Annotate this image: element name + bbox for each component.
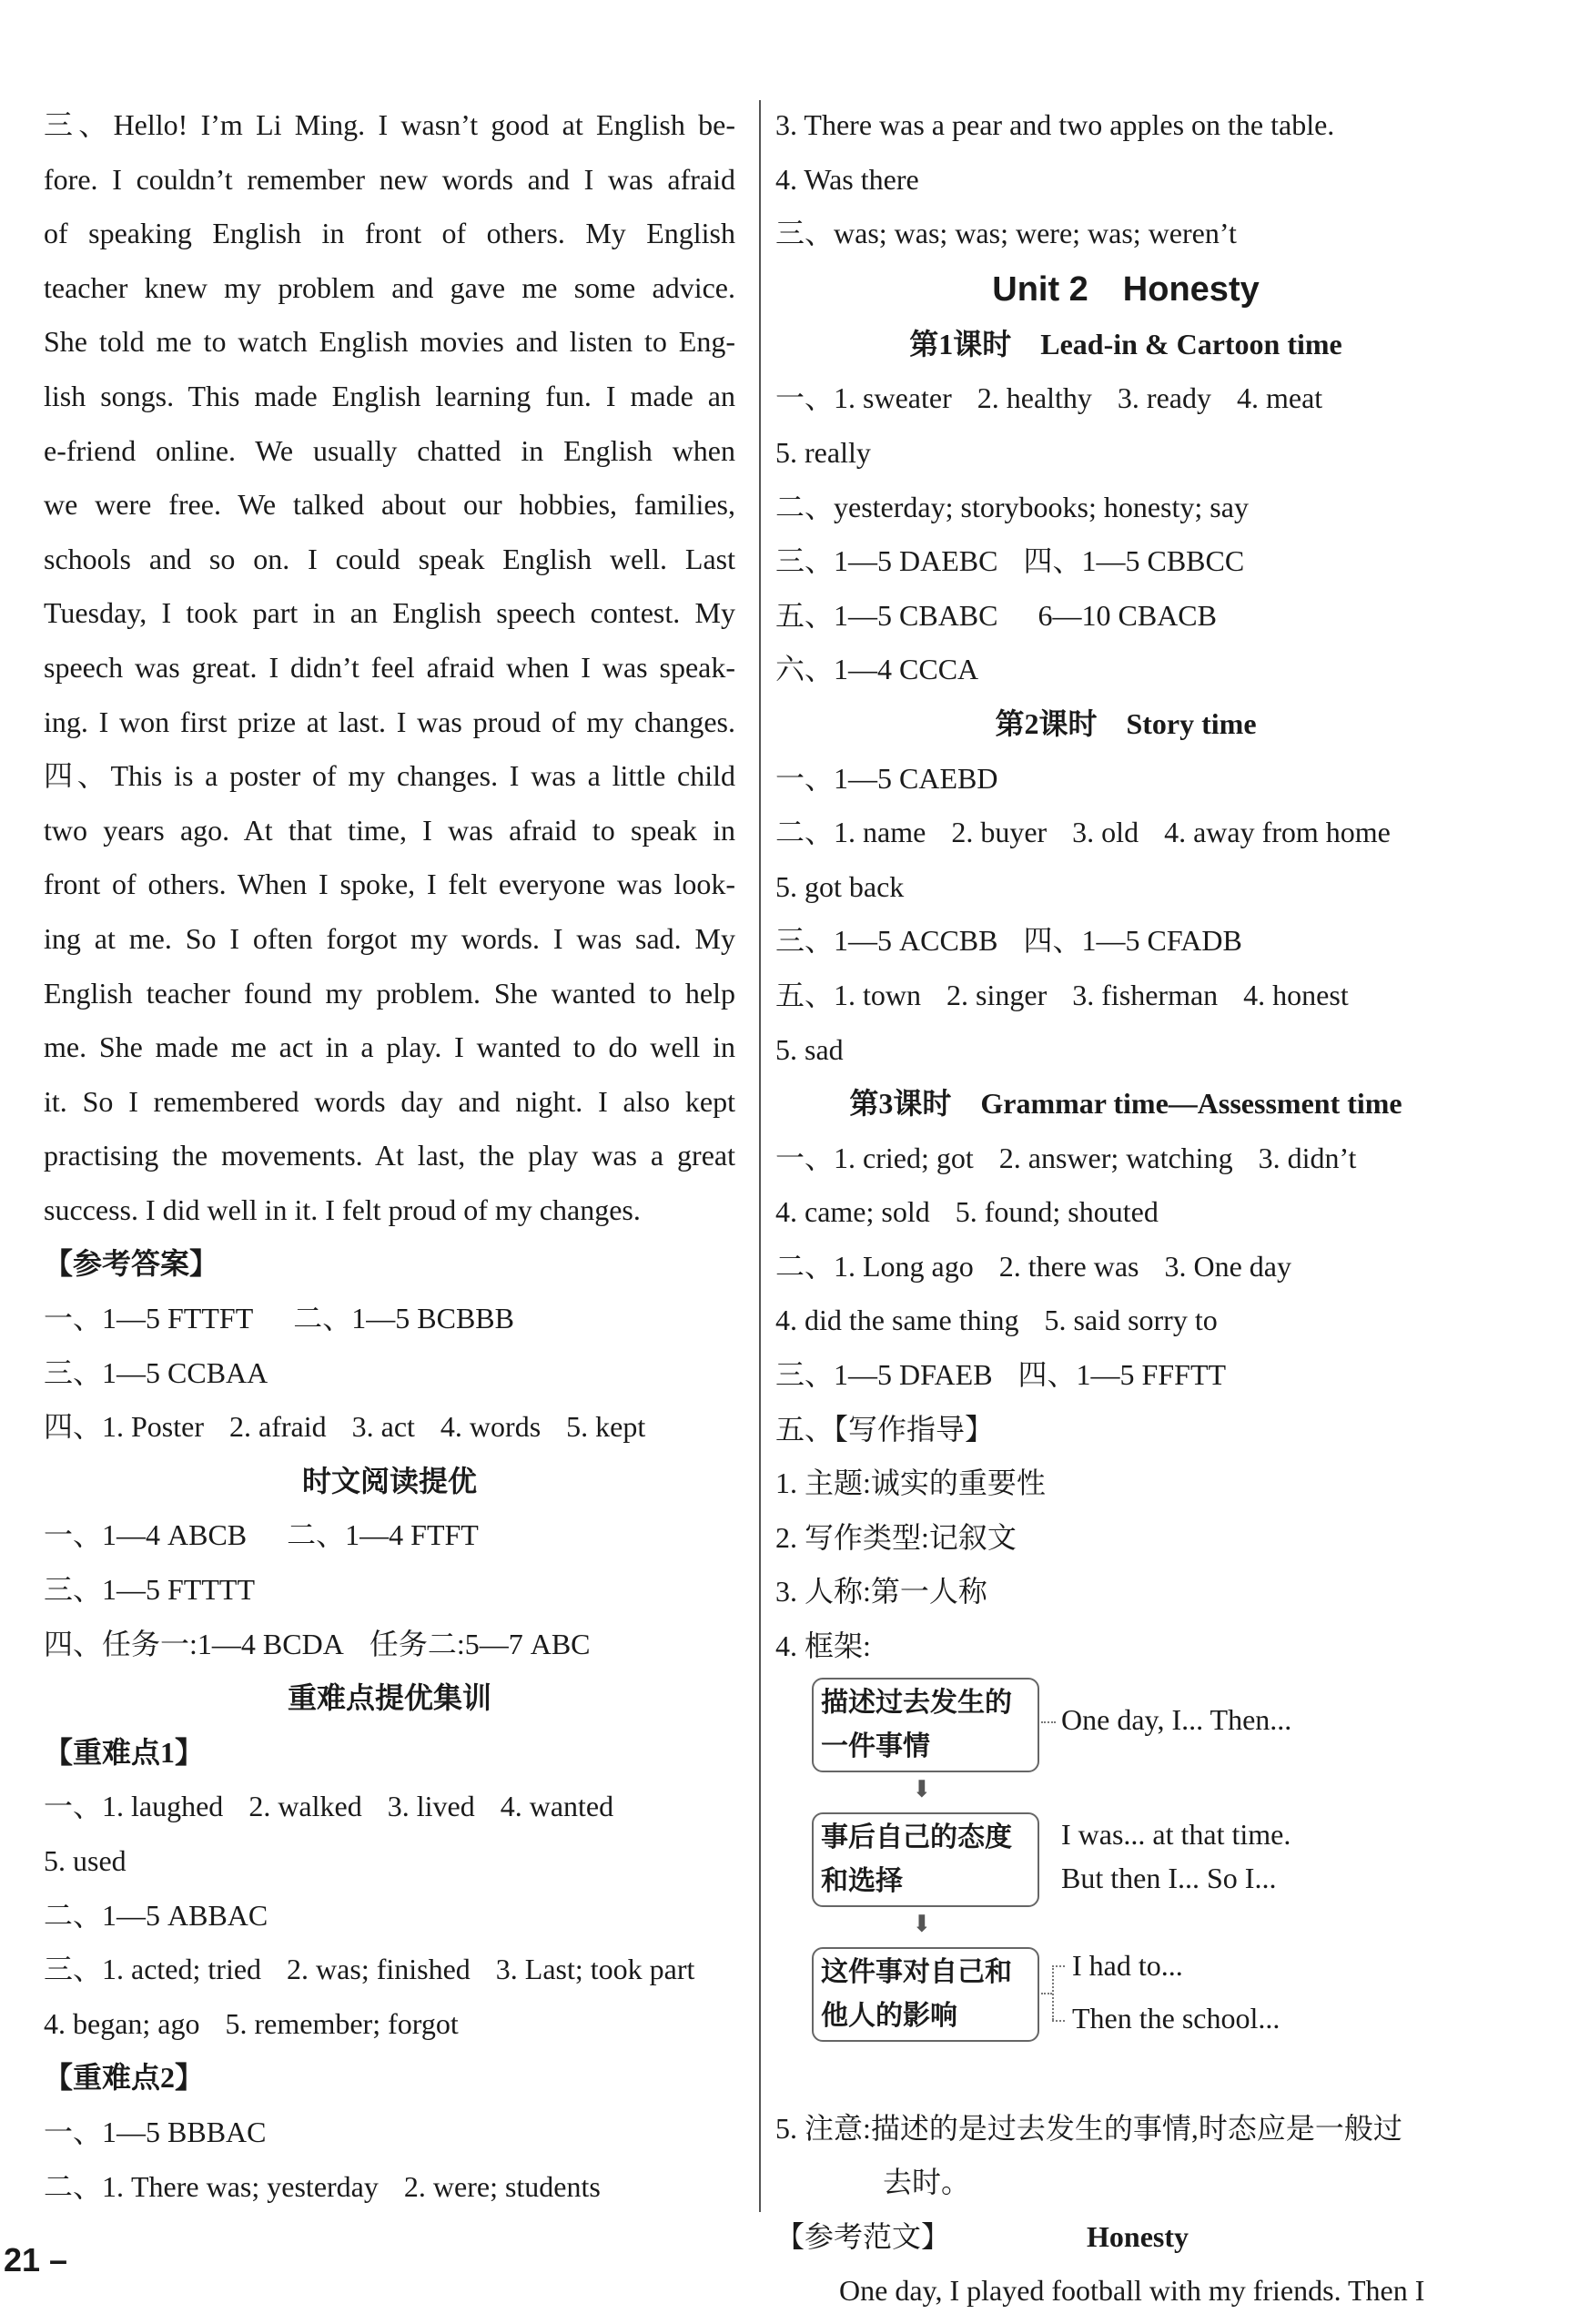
answer: 2. walked xyxy=(248,1790,362,1823)
text-line: teacher knew my problem and gave me some advice. xyxy=(44,270,735,304)
answer: 四、任务一:1—4 BCDA xyxy=(44,1627,344,1660)
answer-line xyxy=(775,1132,1476,1186)
answer: 4. began; ago xyxy=(44,2006,200,2040)
answer-line xyxy=(44,1292,735,1346)
left-column xyxy=(44,98,735,2214)
answer: 3. act xyxy=(351,1410,415,1444)
flow-text: But then I... So I... xyxy=(1061,1861,1277,1894)
answer-line xyxy=(775,371,1476,426)
answer: 2. were; students xyxy=(403,2169,601,2203)
text-line: lish songs. This made English learning fun. I made an xyxy=(44,379,735,412)
lesson-1-heading: 第1课时 Lead-in & Cartoon time xyxy=(909,327,1342,360)
answer-line xyxy=(775,1294,1476,1348)
answer-line: 六、1—4 CCCA xyxy=(775,653,979,686)
answer-line xyxy=(44,1618,735,1672)
answer: 四、1—5 CBBCC xyxy=(1023,544,1245,578)
answer-line xyxy=(775,1240,1476,1294)
column-divider xyxy=(759,100,761,2212)
answer: 三、1. acted; tried xyxy=(44,1953,262,1986)
flow-text: I had to... xyxy=(1072,1948,1183,1982)
answer: 4. meat xyxy=(1236,381,1323,415)
flow-text: Then the school... xyxy=(1072,2001,1281,2035)
answer: 四、1—5 FFFTT xyxy=(1017,1358,1227,1392)
answer: 二、1. There was; yesterday xyxy=(44,2169,379,2203)
passage-three xyxy=(44,98,735,749)
writing-guide-heading: 五、【写作指导】 xyxy=(775,1412,995,1446)
section-heading-reading: 时文阅读提优 xyxy=(301,1464,477,1497)
answer-line xyxy=(44,1400,735,1455)
text-line: ing. I won first prize at last. I was proud of my changes. xyxy=(44,705,735,738)
arrow-down-icon: ⬇ xyxy=(912,1910,932,1937)
answer: 4. wanted xyxy=(500,1790,614,1823)
text-line: practising the movements. At last, the play was a great xyxy=(44,1139,735,1172)
answer-line xyxy=(775,914,1476,969)
flow-box-line: 描述过去发生的 xyxy=(821,1686,1012,1719)
answer: 五、1. town xyxy=(775,978,922,1011)
answer: 4. came; sold xyxy=(775,1195,930,1229)
answer: 3. fisherman xyxy=(1072,978,1219,1011)
answer: 二、1—5 BCBBB xyxy=(293,1302,514,1335)
flow-connector xyxy=(1041,1993,1052,1994)
answer: 3. One day xyxy=(1164,1249,1291,1283)
text-line: speech was great. I didn’t feel afraid when I was speak- xyxy=(44,650,735,684)
text-line: success. I did well in it. I felt proud of my changes. xyxy=(44,1192,641,1226)
sample-essay-text: One day, I played football with my friends. Then I xyxy=(839,2274,1425,2308)
answer: 3. lived xyxy=(387,1790,475,1823)
answer-line xyxy=(775,589,1476,644)
answer-line: 5. got back xyxy=(775,869,905,903)
answer: 2. singer xyxy=(946,978,1048,1011)
writing-guide-item: 5. 注意:描述的是过去发生的事情,时态应是一般过 xyxy=(775,2111,1402,2145)
flow-box-line: 这件事对自己和 xyxy=(821,1955,1012,1988)
answer: 一、1. cried; got xyxy=(775,1141,974,1174)
answer: 五、1—5 CBABC xyxy=(775,598,998,632)
key-point-1-heading: 【重难点1】 xyxy=(44,1735,205,1769)
text-line: of speaking English in front of others. My English xyxy=(44,217,735,250)
flow-box-line: 一件事情 xyxy=(821,1730,930,1762)
answer-line: 5. used xyxy=(44,1844,127,1877)
answer: 三、1—5 DFAEB xyxy=(775,1358,993,1392)
answer: 3. didn’t xyxy=(1258,1141,1357,1174)
text-line: ing at me. So I often forgot my words. I was sad. My xyxy=(44,921,735,955)
answer-line xyxy=(44,1508,735,1563)
answer: 一、1. sweater xyxy=(775,381,952,415)
answer: 四、1. Poster xyxy=(44,1410,205,1444)
answer: 二、1. name xyxy=(775,816,926,849)
flow-box-attitude xyxy=(812,1812,1039,1907)
text-line: English teacher found my problem. She wanted to help xyxy=(44,976,735,1010)
flow-connector xyxy=(1052,1965,1065,1967)
answer: 3. old xyxy=(1072,816,1139,849)
answer-line xyxy=(44,1943,735,1997)
unit-title: Unit 2 Honesty xyxy=(992,269,1260,309)
flow-connector xyxy=(1041,1721,1056,1723)
text-line: schools and so on. I could speak English well. Last xyxy=(44,542,735,575)
flow-box-line: 事后自己的态度 xyxy=(821,1821,1012,1853)
answer-line xyxy=(775,534,1476,589)
answer: 一、1—4 ABCB xyxy=(44,1518,248,1552)
answer: 5. kept xyxy=(566,1410,646,1444)
answer: 2. buyer xyxy=(951,816,1048,849)
answer: 四、1—5 CFADB xyxy=(1023,924,1242,958)
answer: 6—10 CBACB xyxy=(1038,598,1217,632)
writing-guide-item: 2. 写作类型:记叙文 xyxy=(775,1520,1017,1554)
answer-line xyxy=(44,1997,735,2052)
answer-line xyxy=(44,2160,735,2215)
answer: 4. away from home xyxy=(1164,816,1391,849)
flow-box-line: 他人的影响 xyxy=(821,1999,957,2032)
answer-line: 5. sad xyxy=(775,1032,844,1066)
text-line: it. So I remembered words day and night. I also kept xyxy=(44,1084,735,1118)
flow-connector xyxy=(1052,1965,1054,2020)
answer-line: 3. There was a pear and two apples on the table. xyxy=(775,108,1335,141)
text-line: e-friend online. We usually chatted in English when xyxy=(44,433,735,467)
answer: 2. answer; watching xyxy=(998,1141,1233,1174)
answer-line: 4. Was there xyxy=(775,162,919,196)
answer: 4. did the same thing xyxy=(775,1304,1019,1337)
answer: 2. healthy xyxy=(977,381,1092,415)
writing-guide-item: 4. 框架: xyxy=(775,1629,871,1663)
right-column xyxy=(775,98,1476,2319)
answer: 2. was; finished xyxy=(287,1953,471,1986)
answer: 二、1. Long ago xyxy=(775,1249,974,1283)
text-line: 三、Hello! I’m Li Ming. I wasn’t good at English be- xyxy=(44,108,735,141)
text-line: fore. I couldn’t remember new words and I was afraid xyxy=(44,162,735,196)
text-line: 四、This is a poster of my changes. I was a little child xyxy=(44,759,735,793)
answer: 一、1—5 FTTFT xyxy=(44,1302,254,1335)
answer-line xyxy=(775,969,1476,1023)
answer-line xyxy=(775,1348,1476,1403)
flow-box-event xyxy=(812,1678,1039,1772)
answer: 4. words xyxy=(440,1410,542,1444)
answer-line: 二、1—5 ABBAC xyxy=(44,1898,268,1932)
answer-line: 一、1—5 BBBAC xyxy=(44,2115,267,2148)
answer: 4. honest xyxy=(1243,978,1349,1011)
flow-connector xyxy=(1052,2020,1065,2022)
answer: 一、1. laughed xyxy=(44,1790,224,1823)
arrow-down-icon: ⬇ xyxy=(912,1775,932,1802)
page-number: 21 – xyxy=(4,2241,68,2278)
lesson-2-heading: 第2课时 Story time xyxy=(995,706,1257,740)
answer-line: 三、was; was; was; were; was; weren’t xyxy=(775,217,1237,250)
answer: 3. Last; took part xyxy=(495,1953,695,1986)
answer-line: 二、yesterday; storybooks; honesty; say xyxy=(775,490,1249,523)
answers-heading: 【参考答案】 xyxy=(44,1247,219,1281)
answer-line: 三、1—5 CCBAA xyxy=(44,1355,268,1389)
writing-guide-item-continued: 去时。 xyxy=(883,2166,971,2199)
text-line: two years ago. At that time, I was afraid to speak in xyxy=(44,813,735,847)
sample-essay-header xyxy=(775,2210,1476,2265)
answer-line: 三、1—5 FTTTT xyxy=(44,1573,255,1607)
answer: 任务二:5—7 ABC xyxy=(369,1627,591,1660)
answer: 2. afraid xyxy=(229,1410,327,1444)
flow-text: I was... at that time. xyxy=(1061,1817,1291,1851)
writing-guide-item: 1. 主题:诚实的重要性 xyxy=(775,1466,1046,1500)
flow-text: One day, I... Then... xyxy=(1061,1702,1292,1736)
answer-line xyxy=(775,1185,1476,1240)
answer-line xyxy=(44,1780,735,1834)
answer: 5. found; shouted xyxy=(955,1195,1159,1229)
sample-essay-title: Honesty xyxy=(1087,2219,1189,2253)
flow-box-line: 和选择 xyxy=(821,1864,903,1897)
key-point-2-heading: 【重难点2】 xyxy=(44,2061,205,2095)
text-line: we were free. We talked about our hobbies, families, xyxy=(44,488,735,522)
answer: 5. said sorry to xyxy=(1044,1304,1218,1337)
text-line: Tuesday, I took part in an English speech contest. My xyxy=(44,596,735,630)
answer-line: 一、1—5 CAEBD xyxy=(775,761,998,795)
sample-essay-heading: 【参考范文】 xyxy=(775,2219,951,2253)
flow-box-impact xyxy=(812,1947,1039,2042)
text-line: She told me to watch English movies and listen to Eng- xyxy=(44,325,735,359)
answer: 二、1—4 FTFT xyxy=(287,1518,479,1552)
lesson-3-heading: 第3课时 Grammar time—Assessment time xyxy=(849,1087,1402,1121)
answer: 2. there was xyxy=(998,1249,1139,1283)
answer-line xyxy=(775,806,1476,860)
answer: 三、1—5 ACCBB xyxy=(775,924,998,958)
text-line: front of others. When I spoke, I felt everyone was look- xyxy=(44,868,735,901)
section-heading-key-points: 重难点提优集训 xyxy=(287,1681,491,1715)
writing-guide-item: 3. 人称:第一人称 xyxy=(775,1575,987,1609)
answer-line: 5. really xyxy=(775,435,871,469)
answer: 三、1—5 DAEBC xyxy=(775,544,998,578)
passage-four xyxy=(44,749,735,1237)
answer: 3. ready xyxy=(1117,381,1211,415)
text-line: me. She made me act in a play. I wanted to do well in xyxy=(44,1030,735,1064)
writing-framework-flowchart xyxy=(812,1674,1476,2102)
answer: 5. remember; forgot xyxy=(225,2006,459,2040)
